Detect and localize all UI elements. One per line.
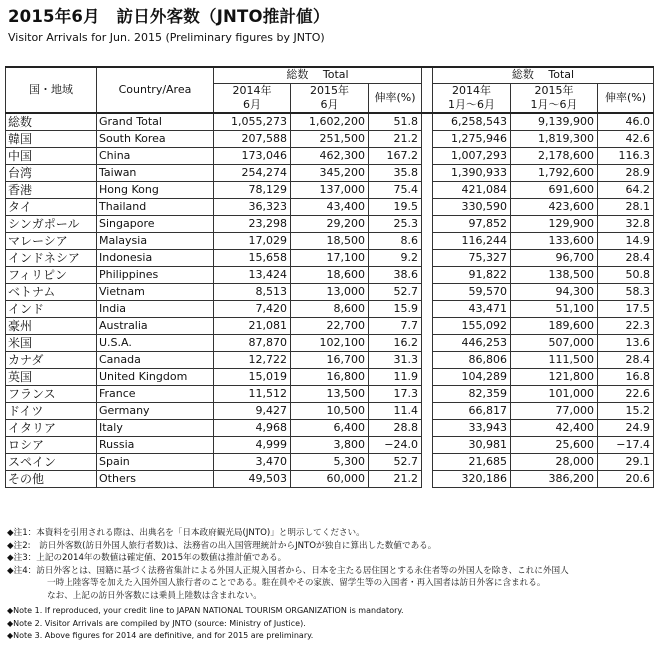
jun-2015-value: 345,200: [291, 165, 369, 182]
jun-2014-value: 3,470: [214, 454, 291, 471]
ytd-2014-value: 59,570: [433, 284, 511, 301]
ytd-2014-value: 104,289: [433, 369, 511, 386]
ytd-2015-value: 111,500: [511, 352, 598, 369]
ytd-growth-rate: 22.3: [598, 318, 654, 335]
jun-2014-value: 173,046: [214, 148, 291, 165]
country-name-en: Thailand: [97, 199, 214, 216]
header-ytd-2014: 2014年 1月～6月: [433, 83, 511, 113]
ytd-2015-value: 1,792,600: [511, 165, 598, 182]
ytd-growth-rate: 50.8: [598, 267, 654, 284]
ytd-2014-value: 1,390,933: [433, 165, 511, 182]
table-row: [6, 369, 654, 386]
ytd-2015-value: 1,819,300: [511, 131, 598, 148]
monthly-growth-rate: 9.2: [369, 250, 422, 267]
jun-2015-value: 102,100: [291, 335, 369, 352]
jun-2015-value: 1,602,200: [291, 113, 369, 131]
monthly-growth-rate: 28.8: [369, 420, 422, 437]
monthly-growth-rate: 21.2: [369, 471, 422, 488]
ytd-2014-value: 91,822: [433, 267, 511, 284]
monthly-growth-rate: 21.2: [369, 131, 422, 148]
country-name-jp: 韓国: [6, 131, 97, 148]
jun-2014-value: 4,999: [214, 437, 291, 454]
ytd-growth-rate: 28.9: [598, 165, 654, 182]
jun-2015-value: 8,600: [291, 301, 369, 318]
monthly-growth-rate: 167.2: [369, 148, 422, 165]
country-name-en: Australia: [97, 318, 214, 335]
note-en: ◆Note 1. If reproduced, your credit line to JAPAN NATIONAL TOURISM ORGANIZATION is mandatory.: [7, 606, 404, 615]
ytd-2015-value: 25,600: [511, 437, 598, 454]
country-name-jp: その他: [6, 471, 97, 488]
table-row: [6, 165, 654, 182]
ytd-growth-rate: 42.6: [598, 131, 654, 148]
country-name-jp: 豪州: [6, 318, 97, 335]
country-name-en: Philippines: [97, 267, 214, 284]
column-gap: [422, 131, 433, 148]
monthly-growth-rate: 19.5: [369, 199, 422, 216]
table-row: [6, 386, 654, 403]
country-name-en: Russia: [97, 437, 214, 454]
ytd-2015-value: 42,400: [511, 420, 598, 437]
jun-2014-value: 13,424: [214, 267, 291, 284]
country-name-jp: インドネシア: [6, 250, 97, 267]
country-name-jp: ドイツ: [6, 403, 97, 420]
monthly-growth-rate: 8.6: [369, 233, 422, 250]
table-row: [6, 471, 654, 488]
jun-2014-value: 15,658: [214, 250, 291, 267]
ytd-2014-value: 1,275,946: [433, 131, 511, 148]
country-name-en: Others: [97, 471, 214, 488]
jun-2015-value: 17,100: [291, 250, 369, 267]
ytd-2015-value: 96,700: [511, 250, 598, 267]
table-row: [6, 284, 654, 301]
ytd-growth-rate: 16.8: [598, 369, 654, 386]
ytd-growth-rate: 28.4: [598, 250, 654, 267]
ytd-2014-value: 421,084: [433, 182, 511, 199]
note-jp: ◆注1：本資料を引用される際は、出典名を「日本政府観光局(JNTO)」と明示してください。: [7, 528, 365, 538]
country-name-en: France: [97, 386, 214, 403]
column-gap: [422, 301, 433, 318]
country-name-en: Malaysia: [97, 233, 214, 250]
country-name-en: U.S.A.: [97, 335, 214, 352]
table-row: [6, 216, 654, 233]
country-name-jp: マレーシア: [6, 233, 97, 250]
notes-japanese: [7, 527, 653, 603]
page-title: 2015年6月 訪日外客数（JNTO推計値）: [8, 7, 330, 26]
ytd-2014-value: 97,852: [433, 216, 511, 233]
jun-2015-value: 16,800: [291, 369, 369, 386]
notes-english: [7, 605, 653, 643]
column-gap: [422, 335, 433, 352]
country-name-en: United Kingdom: [97, 369, 214, 386]
ytd-growth-rate: 28.1: [598, 199, 654, 216]
country-name-en: Singapore: [97, 216, 214, 233]
monthly-growth-rate: −24.0: [369, 437, 422, 454]
country-name-en: Canada: [97, 352, 214, 369]
ytd-2014-value: 330,590: [433, 199, 511, 216]
jun-2015-value: 137,000: [291, 182, 369, 199]
header-group-monthly: 総数 Total: [214, 67, 422, 83]
ytd-growth-rate: 46.0: [598, 113, 654, 131]
ytd-2014-value: 30,981: [433, 437, 511, 454]
country-name-jp: 香港: [6, 182, 97, 199]
header-jun-2015: 2015年 6月: [291, 83, 369, 113]
jun-2014-value: 207,588: [214, 131, 291, 148]
jun-2014-value: 49,503: [214, 471, 291, 488]
country-name-jp: カナダ: [6, 352, 97, 369]
column-gap: [422, 386, 433, 403]
ytd-2015-value: 386,200: [511, 471, 598, 488]
column-gap: [422, 420, 433, 437]
ytd-growth-rate: 116.3: [598, 148, 654, 165]
table-row: [6, 318, 654, 335]
jun-2015-value: 3,800: [291, 437, 369, 454]
ytd-2014-value: 66,817: [433, 403, 511, 420]
country-name-en: India: [97, 301, 214, 318]
table-row: [6, 352, 654, 369]
ytd-2015-value: 129,900: [511, 216, 598, 233]
monthly-growth-rate: 35.8: [369, 165, 422, 182]
country-name-jp: 総数: [6, 113, 97, 131]
jun-2014-value: 8,513: [214, 284, 291, 301]
monthly-growth-rate: 17.3: [369, 386, 422, 403]
ytd-growth-rate: 28.4: [598, 352, 654, 369]
column-gap: [422, 233, 433, 250]
country-name-en: Taiwan: [97, 165, 214, 182]
table-row: [6, 437, 654, 454]
jun-2015-value: 18,500: [291, 233, 369, 250]
ytd-2015-value: 94,300: [511, 284, 598, 301]
header-country-jp: 国・地域: [6, 67, 97, 113]
ytd-2015-value: 133,600: [511, 233, 598, 250]
note-jp: ◆注4：訪日外客とは、国籍に基づく法務省集計による外国人正規入国者から、日本を主たる居住国とする永住者等の外国人を除き、これに外国人: [7, 565, 569, 576]
ytd-2014-value: 116,244: [433, 233, 511, 250]
country-name-jp: インド: [6, 301, 97, 318]
table-row: [6, 403, 654, 420]
country-name-jp: フィリピン: [6, 267, 97, 284]
note-jp: ◆注2: 訪日外客数(訪日外国人旅行者数)は、法務省の出入国管理統計からJNTOが独自に算出した数値である。: [7, 540, 437, 551]
header-country-en: Country/Area: [97, 67, 214, 113]
ytd-2015-value: 51,100: [511, 301, 598, 318]
jun-2015-value: 60,000: [291, 471, 369, 488]
note-jp: ◆注3：上記の2014年の数値は確定値、2015年の数値は推計値である。: [7, 553, 287, 564]
column-gap: [422, 403, 433, 420]
column-gap: [422, 318, 433, 335]
monthly-growth-rate: 25.3: [369, 216, 422, 233]
column-gap: [422, 284, 433, 301]
ytd-growth-rate: 58.3: [598, 284, 654, 301]
ytd-growth-rate: 13.6: [598, 335, 654, 352]
ytd-2014-value: 21,685: [433, 454, 511, 471]
visitor-arrivals-table: [5, 66, 654, 488]
country-name-en: Vietnam: [97, 284, 214, 301]
jun-2014-value: 9,427: [214, 403, 291, 420]
column-gap: [422, 267, 433, 284]
table-row: [6, 148, 654, 165]
ytd-2015-value: 691,600: [511, 182, 598, 199]
jun-2014-value: 1,055,273: [214, 113, 291, 131]
monthly-growth-rate: 31.3: [369, 352, 422, 369]
jun-2014-value: 21,081: [214, 318, 291, 335]
jun-2014-value: 12,722: [214, 352, 291, 369]
jun-2015-value: 13,500: [291, 386, 369, 403]
ytd-2015-value: 423,600: [511, 199, 598, 216]
monthly-growth-rate: 7.7: [369, 318, 422, 335]
country-name-en: Italy: [97, 420, 214, 437]
ytd-2015-value: 189,600: [511, 318, 598, 335]
jun-2014-value: 4,968: [214, 420, 291, 437]
monthly-growth-rate: 16.2: [369, 335, 422, 352]
ytd-2014-value: 6,258,543: [433, 113, 511, 131]
country-name-jp: シンガポール: [6, 216, 97, 233]
ytd-growth-rate: 17.5: [598, 301, 654, 318]
column-gap: [422, 352, 433, 369]
jun-2015-value: 6,400: [291, 420, 369, 437]
column-gap: [422, 199, 433, 216]
ytd-2014-value: 155,092: [433, 318, 511, 335]
ytd-growth-rate: 22.6: [598, 386, 654, 403]
ytd-growth-rate: 24.9: [598, 420, 654, 437]
ytd-growth-rate: 64.2: [598, 182, 654, 199]
page-subtitle: Visitor Arrivals for Jun. 2015 (Preliminary figures by JNTO): [8, 31, 325, 44]
ytd-2015-value: 28,000: [511, 454, 598, 471]
column-gap: [422, 250, 433, 267]
ytd-2014-value: 446,253: [433, 335, 511, 352]
header-jun-2014: 2014年 6月: [214, 83, 291, 113]
column-gap: [422, 216, 433, 233]
ytd-growth-rate: −17.4: [598, 437, 654, 454]
table-row: [6, 199, 654, 216]
monthly-growth-rate: 52.7: [369, 284, 422, 301]
column-gap: [422, 454, 433, 471]
country-name-en: Hong Kong: [97, 182, 214, 199]
ytd-2015-value: 77,000: [511, 403, 598, 420]
jun-2014-value: 23,298: [214, 216, 291, 233]
column-gap: [422, 148, 433, 165]
note-en: ◆Note 2. Visitor Arrivals are compiled by JNTO (source: Ministry of Justice).: [7, 618, 306, 628]
jun-2015-value: 22,700: [291, 318, 369, 335]
table-row: [6, 131, 654, 148]
header-ytd-growth: 伸率(%): [598, 83, 654, 113]
ytd-2014-value: 33,943: [433, 420, 511, 437]
jun-2015-value: 43,400: [291, 199, 369, 216]
note-jp: なお、上記の訪日外客数には乗員上陸数は含まれない。: [47, 590, 262, 601]
table-row: [6, 301, 654, 318]
ytd-2015-value: 507,000: [511, 335, 598, 352]
note-en: ◆Note 3. Above figures for 2014 are definitive, and for 2015 are preliminary.: [7, 631, 314, 641]
table-body: [6, 113, 654, 488]
jun-2015-value: 13,000: [291, 284, 369, 301]
ytd-growth-rate: 32.8: [598, 216, 654, 233]
column-gap: [422, 67, 433, 113]
jun-2015-value: 462,300: [291, 148, 369, 165]
table-row: [6, 267, 654, 284]
country-name-jp: 中国: [6, 148, 97, 165]
table-row: [6, 233, 654, 250]
jun-2015-value: 10,500: [291, 403, 369, 420]
header-monthly-growth: 伸率(%): [369, 83, 422, 113]
jun-2015-value: 251,500: [291, 131, 369, 148]
country-name-en: Indonesia: [97, 250, 214, 267]
country-name-jp: フランス: [6, 386, 97, 403]
ytd-growth-rate: 20.6: [598, 471, 654, 488]
table-row: [6, 250, 654, 267]
country-name-jp: ベトナム: [6, 284, 97, 301]
table-row: [6, 182, 654, 199]
jun-2014-value: 17,029: [214, 233, 291, 250]
monthly-growth-rate: 15.9: [369, 301, 422, 318]
note-jp: 一時上陸客等を加えた入国外国人旅行者のことである。駐在員やその家族、留学生等の入国者・再入国者は訪日外客に含まれる。: [47, 578, 546, 589]
jun-2015-value: 18,600: [291, 267, 369, 284]
monthly-growth-rate: 11.9: [369, 369, 422, 386]
ytd-2015-value: 2,178,600: [511, 148, 598, 165]
ytd-2015-value: 101,000: [511, 386, 598, 403]
column-gap: [422, 369, 433, 386]
header-group-ytd: 総数 Total: [433, 67, 654, 83]
ytd-2015-value: 138,500: [511, 267, 598, 284]
country-name-en: Spain: [97, 454, 214, 471]
ytd-growth-rate: 14.9: [598, 233, 654, 250]
jun-2014-value: 36,323: [214, 199, 291, 216]
column-gap: [422, 182, 433, 199]
country-name-jp: 台湾: [6, 165, 97, 182]
jun-2014-value: 11,512: [214, 386, 291, 403]
monthly-growth-rate: 38.6: [369, 267, 422, 284]
country-name-en: Germany: [97, 403, 214, 420]
table-row: [6, 420, 654, 437]
table-row: [6, 113, 654, 131]
header-ytd-2015: 2015年 1月～6月: [511, 83, 598, 113]
country-name-jp: タイ: [6, 199, 97, 216]
country-name-jp: スペイン: [6, 454, 97, 471]
column-gap: [422, 113, 433, 131]
country-name-en: South Korea: [97, 131, 214, 148]
jun-2014-value: 15,019: [214, 369, 291, 386]
ytd-2015-value: 121,800: [511, 369, 598, 386]
column-gap: [422, 471, 433, 488]
ytd-2014-value: 86,806: [433, 352, 511, 369]
ytd-growth-rate: 29.1: [598, 454, 654, 471]
jun-2015-value: 16,700: [291, 352, 369, 369]
country-name-jp: 英国: [6, 369, 97, 386]
table-row: [6, 454, 654, 471]
country-name-jp: イタリア: [6, 420, 97, 437]
ytd-2014-value: 320,186: [433, 471, 511, 488]
monthly-growth-rate: 11.4: [369, 403, 422, 420]
column-gap: [422, 437, 433, 454]
monthly-growth-rate: 52.7: [369, 454, 422, 471]
jun-2014-value: 87,870: [214, 335, 291, 352]
jun-2015-value: 5,300: [291, 454, 369, 471]
jun-2014-value: 78,129: [214, 182, 291, 199]
ytd-2015-value: 9,139,900: [511, 113, 598, 131]
jun-2014-value: 254,274: [214, 165, 291, 182]
country-name-jp: 米国: [6, 335, 97, 352]
ytd-growth-rate: 15.2: [598, 403, 654, 420]
jun-2014-value: 7,420: [214, 301, 291, 318]
country-name-en: China: [97, 148, 214, 165]
ytd-2014-value: 1,007,293: [433, 148, 511, 165]
table-row: [6, 335, 654, 352]
country-name-en: Grand Total: [97, 113, 214, 131]
country-name-jp: ロシア: [6, 437, 97, 454]
column-gap: [422, 165, 433, 182]
ytd-2014-value: 43,471: [433, 301, 511, 318]
ytd-2014-value: 75,327: [433, 250, 511, 267]
monthly-growth-rate: 75.4: [369, 182, 422, 199]
ytd-2014-value: 82,359: [433, 386, 511, 403]
monthly-growth-rate: 51.8: [369, 113, 422, 131]
jun-2015-value: 29,200: [291, 216, 369, 233]
